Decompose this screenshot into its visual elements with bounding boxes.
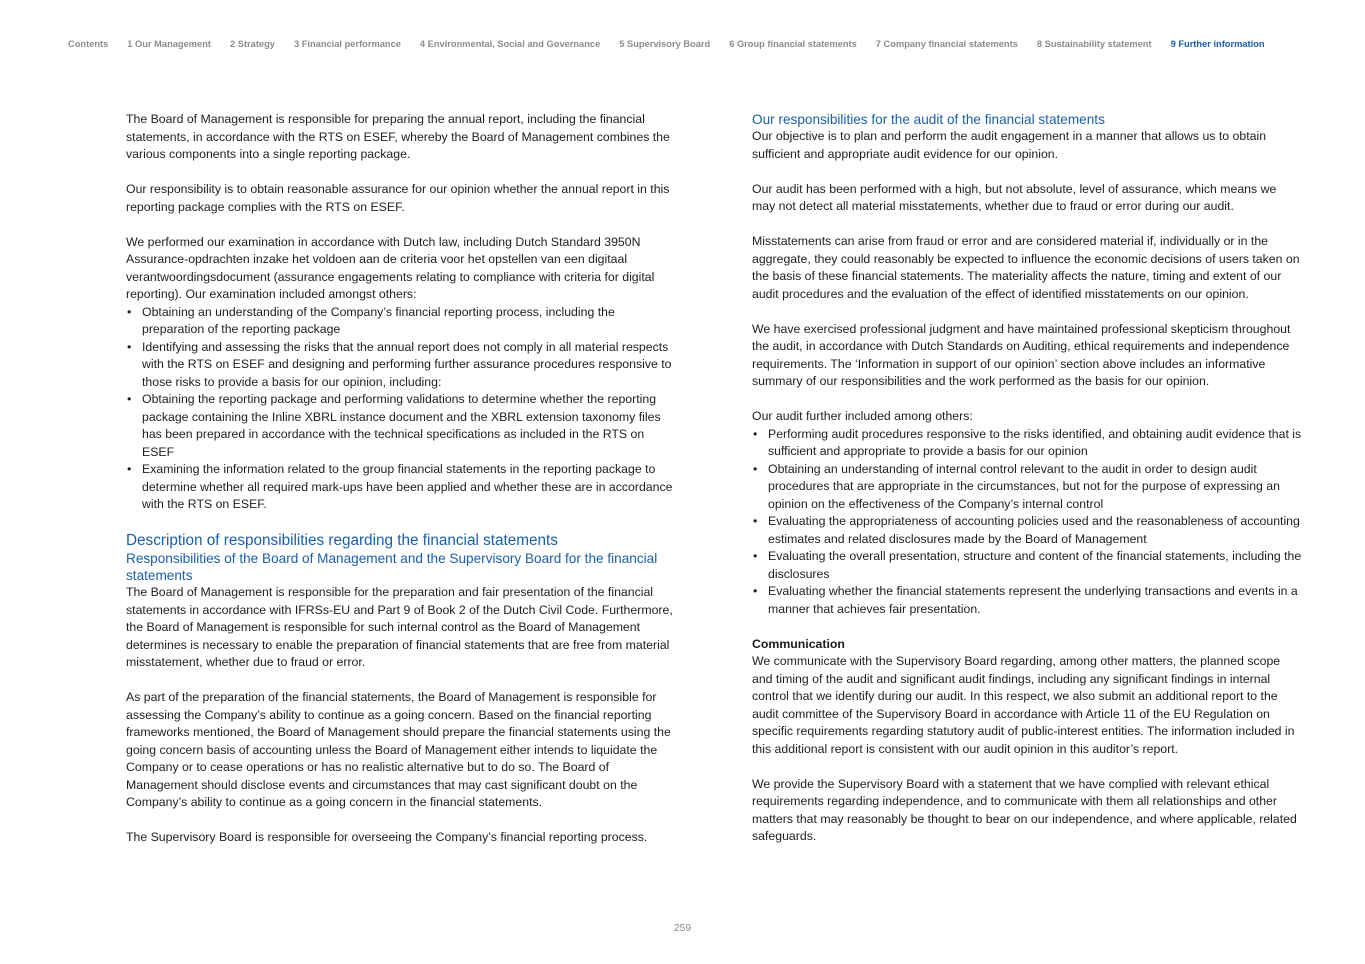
list-item: • Obtaining an understanding of the Company’s financial reporting process, including the preparation of the reporting package — [126, 304, 674, 339]
audit-responsibilities-heading: Our responsibilities for the audit of the financial statements — [752, 112, 1105, 127]
top-navigation — [68, 39, 1365, 49]
audit-procedures-list — [752, 426, 1302, 619]
nav-item-strategy[interactable]: 2 Strategy — [230, 39, 275, 49]
list-item: • Evaluating whether the financial statements represent the underlying transactions and events in a manner that achieves fair presentation. — [752, 583, 1302, 618]
nav-item-financial-performance[interactable]: 3 Financial performance — [293, 39, 401, 49]
list-item: • Performing audit procedures responsive to the risks identified, and obtaining audit evidence that is sufficient and appropriate to provide a basis for our opinion — [752, 426, 1302, 461]
list-item: • Evaluating the overall presentation, structure and content of the financial statements, including the disclosures — [752, 548, 1302, 583]
esef-examination-paragraph: We performed our examination in accordance with Dutch law, including Dutch Standard 3950N Assurance-opdrachten inzake het voldoen aan de criteria voor het opstellen van een digitaal verantwoordingsdocument (assurance engagements relating to compliance with criteria for digital reporting). Our examination included amongst others: — [126, 234, 655, 301]
misstatements-paragraph: Misstatements can arise from fraud or error and are considered material if, individually or in the aggregate, they could reasonably be expected to influence the economic decisions of users taken on the basis of these financial statements. The materiality affects the nature, timing and extent of our audit procedures and the evaluation of the effect of identified misstatements on our opinion. — [752, 234, 1300, 301]
page-number: 259 — [673, 922, 692, 934]
going-concern-paragraph: As part of the preparation of the financial statements, the Board of Management is responsible for assessing the Company’s ability to continue as a going concern. Based on the financial reporting frameworks mentioned, the Board of Management should prepare the financial statements using the going concern basis of accounting unless the Board of Management either intends to liquidate the Company or to cease operations or has no realistic alternative but to do so. The Board of Management should disclose events and circumstances that may cast significant doubt on the Company’s ability to continue as a going concern in the financial statements. — [126, 690, 671, 809]
nav-item-further-information[interactable]: 9 Further information — [1170, 39, 1265, 49]
section-subheading: Responsibilities of the Board of Management and the Supervisory Board for the financial statements — [126, 551, 658, 583]
supervisory-board-paragraph: The Supervisory Board is responsible for overseeing the Company’s financial reporting process. — [126, 830, 648, 844]
list-item: • Examining the information related to the group financial statements in the reporting package to determine whether all required mark-ups have been applied and whether these are in accordance with the RTS on ESEF. — [126, 461, 674, 514]
nav-item-company-financial-statements[interactable]: 7 Company financial statements — [875, 39, 1018, 49]
list-item: • Obtaining the reporting package and performing validations to determine whether the reporting package containing the Inline XBRL instance document and the XBRL extension taxonomy files has been prepared in accordance with the technical specifications as included in the RTS on ESEF — [126, 391, 674, 461]
left-column — [126, 111, 674, 864]
audit-objective-paragraph: Our objective is to plan and perform the audit engagement in a manner that allows us to obtain sufficient and appropriate audit evidence for our opinion. — [752, 129, 1267, 161]
independence-paragraph: We provide the Supervisory Board with a statement that we have complied with relevant ethical requirements regarding independence, and to communicate with them all relationships and other matters that may reasonably be thought to bear on our independence, and where applicable, related safeguards. — [752, 776, 1297, 843]
esef-board-paragraph: The Board of Management is responsible for preparing the annual report, including the financial statements, in accordance with the RTS on ESEF, whereby the Board of Management combines the various components into a single reporting package. — [126, 112, 670, 161]
nav-item-contents[interactable]: Contents — [68, 39, 109, 49]
audit-included-intro: Our audit further included among others: — [752, 409, 973, 423]
nav-item-esg[interactable]: 4 Environmental, Social and Governance — [419, 39, 601, 49]
board-responsibility-paragraph: The Board of Management is responsible for the preparation and fair presentation of the financial statements in accordance with IFRSs-EU and Part 9 of Book 2 of the Dutch Civil Code. Furthermore, the Board of Management is responsible for such internal control as the Board of Management determines is necessary to enable the preparation of financial statements that are free from material misstatement, whether due to fraud or error. — [126, 585, 673, 669]
section-heading: Description of responsibilities regarding the financial statements — [126, 532, 558, 549]
communication-paragraph: We communicate with the Supervisory Board regarding, among other matters, the planned scope and timing of the audit and significant audit findings, including any significant findings in internal control that we identify during our audit. In this respect, we also submit an additional report to the audit committee of the Supervisory Board in accordance with Article 11 of the EU Regulation on specific requirements regarding statutory audit of public-interest entities. The information included in this additional report is consistent with our audit opinion in this auditor’s report. — [752, 654, 1295, 756]
esef-responsibility-paragraph: Our responsibility is to obtain reasonable assurance for our opinion whether the annual report in this reporting package complies with the RTS on ESEF. — [126, 182, 670, 214]
esef-procedures-list — [126, 304, 674, 514]
assurance-level-paragraph: Our audit has been performed with a high, but not absolute, level of assurance, which means we may not detect all material misstatements, whether due to fraud or error during our audit. — [752, 181, 1277, 213]
nav-item-sustainability-statement[interactable]: 8 Sustainability statement — [1036, 39, 1152, 49]
nav-item-our-management[interactable]: 1 Our Management — [127, 39, 211, 49]
list-item: • Evaluating the appropriateness of accounting policies used and the reasonableness of accounting estimates and related disclosures made by the Board of Management — [752, 513, 1302, 548]
right-column — [752, 111, 1302, 863]
communication-heading: Communication — [752, 636, 845, 651]
list-item: • Obtaining an understanding of internal control relevant to the audit in order to design audit procedures that are appropriate in the circumstances, but not for the purpose of expressing an opinion on the effectiveness of the Company’s internal control — [752, 461, 1302, 514]
list-item: • Identifying and assessing the risks that the annual report does not comply in all material respects with the RTS on ESEF and designing and performing further assurance procedures responsive to those risks to provide a basis for our opinion, including: — [126, 339, 674, 392]
professional-judgment-paragraph: We have exercised professional judgment and have maintained professional skepticism throughout the audit, in accordance with Dutch Standards on Auditing, ethical requirements and independence requirements. The ‘Information in support of our opinion’ section above includes an informative summary of our responsibilities and the work performed as the basis for our opinion. — [752, 321, 1291, 388]
nav-item-supervisory-board[interactable]: 5 Supervisory Board — [619, 39, 711, 49]
nav-item-group-financial-statements[interactable]: 6 Group financial statements — [729, 39, 857, 49]
